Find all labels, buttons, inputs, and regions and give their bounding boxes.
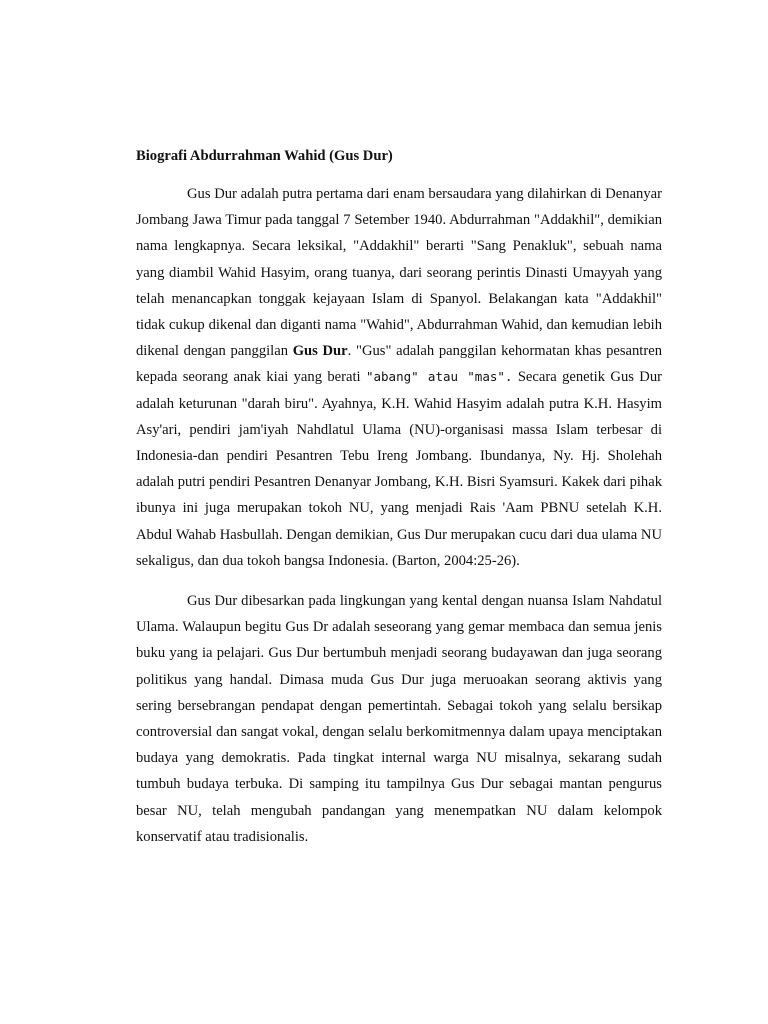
paragraph-2: Gus Dur dibesarkan pada lingkungan yang kental dengan nuansa Islam Nahdatul Ulama. Walaupun begitu Gus Dr adalah seseorang yang gemar membaca dan semua jenis buku yang ia pelajari. Gus Dur bertumbuh menjadi seorang budayawan dan juga seorang politikus yang handal. Dimasa muda Gus Dur juga meruoakan seorang aktivis yang sering bersebrangan pendapat dengan pemertintah. Sebagai tokoh yang selalu bersikap controversial dan sangat vokal, dengan selalu berkomitmennya dalam upaya menciptakan budaya yang demokratis. Pada tingkat internal warga NU misalnya, sekarang sudah tumbuh budaya terbuka. Di samping itu tampilnya Gus Dur sebagai mantan pengurus besar NU, telah mengubah pandangan yang menempatkan NU dalam kelompok konservatif atau tradisionalis. [136, 593, 662, 845]
paragraph-1-text-c: Secara genetik Gus Dur adalah keturunan "darah biru". Ayahnya, K.H. Wahid Hasyim adalah putra K.H. Hasyim Asy'ari, pendiri jam'iyah Nahdlatul Ulama (NU)-organisasi massa Islam terbesar di Indonesia-dan pendiri Pesantren Tebu Ireng Jombang. Ibundanya, Ny. Hj. Sholehah adalah putri pendiri Pesantren Denanyar Jombang, K.H. Bisri Syamsuri. Kakek dari pihak ibunya ini juga merupakan tokoh NU, yang menjadi Rais 'Aam PBNU setelah K.H. Abdul Wahab Hasbullah. Dengan demikian, Gus Dur merupakan cucu dari dua ulama NU sekaligus, dan dua tokoh bangsa Indonesia. (Barton, 2004:25-26). [136, 369, 662, 569]
document-page [136, 143, 662, 850]
bold-name-gus-dur: Gus Dur [292, 343, 348, 360]
monospace-quote: "abang" atau "mas". [365, 369, 513, 385]
paragraph-1 [136, 181, 662, 574]
paragraph-1-text-b: . "Gus" adalah panggilan kehormatan khas pesantren kepada seorang anak kiai yang berati [136, 343, 662, 386]
document-title: Biografi Abdurrahman Wahid (Gus Dur) [136, 148, 393, 164]
paragraph-1-text-a: Gus Dur adalah putra pertama dari enam bersaudara yang dilahirkan di Denanyar Jombang Jawa Timur pada tanggal 7 Setember 1940. Abdurrahman "Addakhil", demikian nama lengkapnya. Secara leksikal, "Addakhil" berarti "Sang Penakluk", sebuah nama yang diambil Wahid Hasyim, orang tuanya, dari seorang perintis Dinasti Umayyah yang telah menancapkan tonggak kejayaan Islam di Spanyol. Belakangan kata "Addakhil" tidak cukup dikenal dan diganti nama "Wahid", Abdurrahman Wahid, dan kemudian lebih dikenal dengan panggilan [136, 186, 662, 360]
